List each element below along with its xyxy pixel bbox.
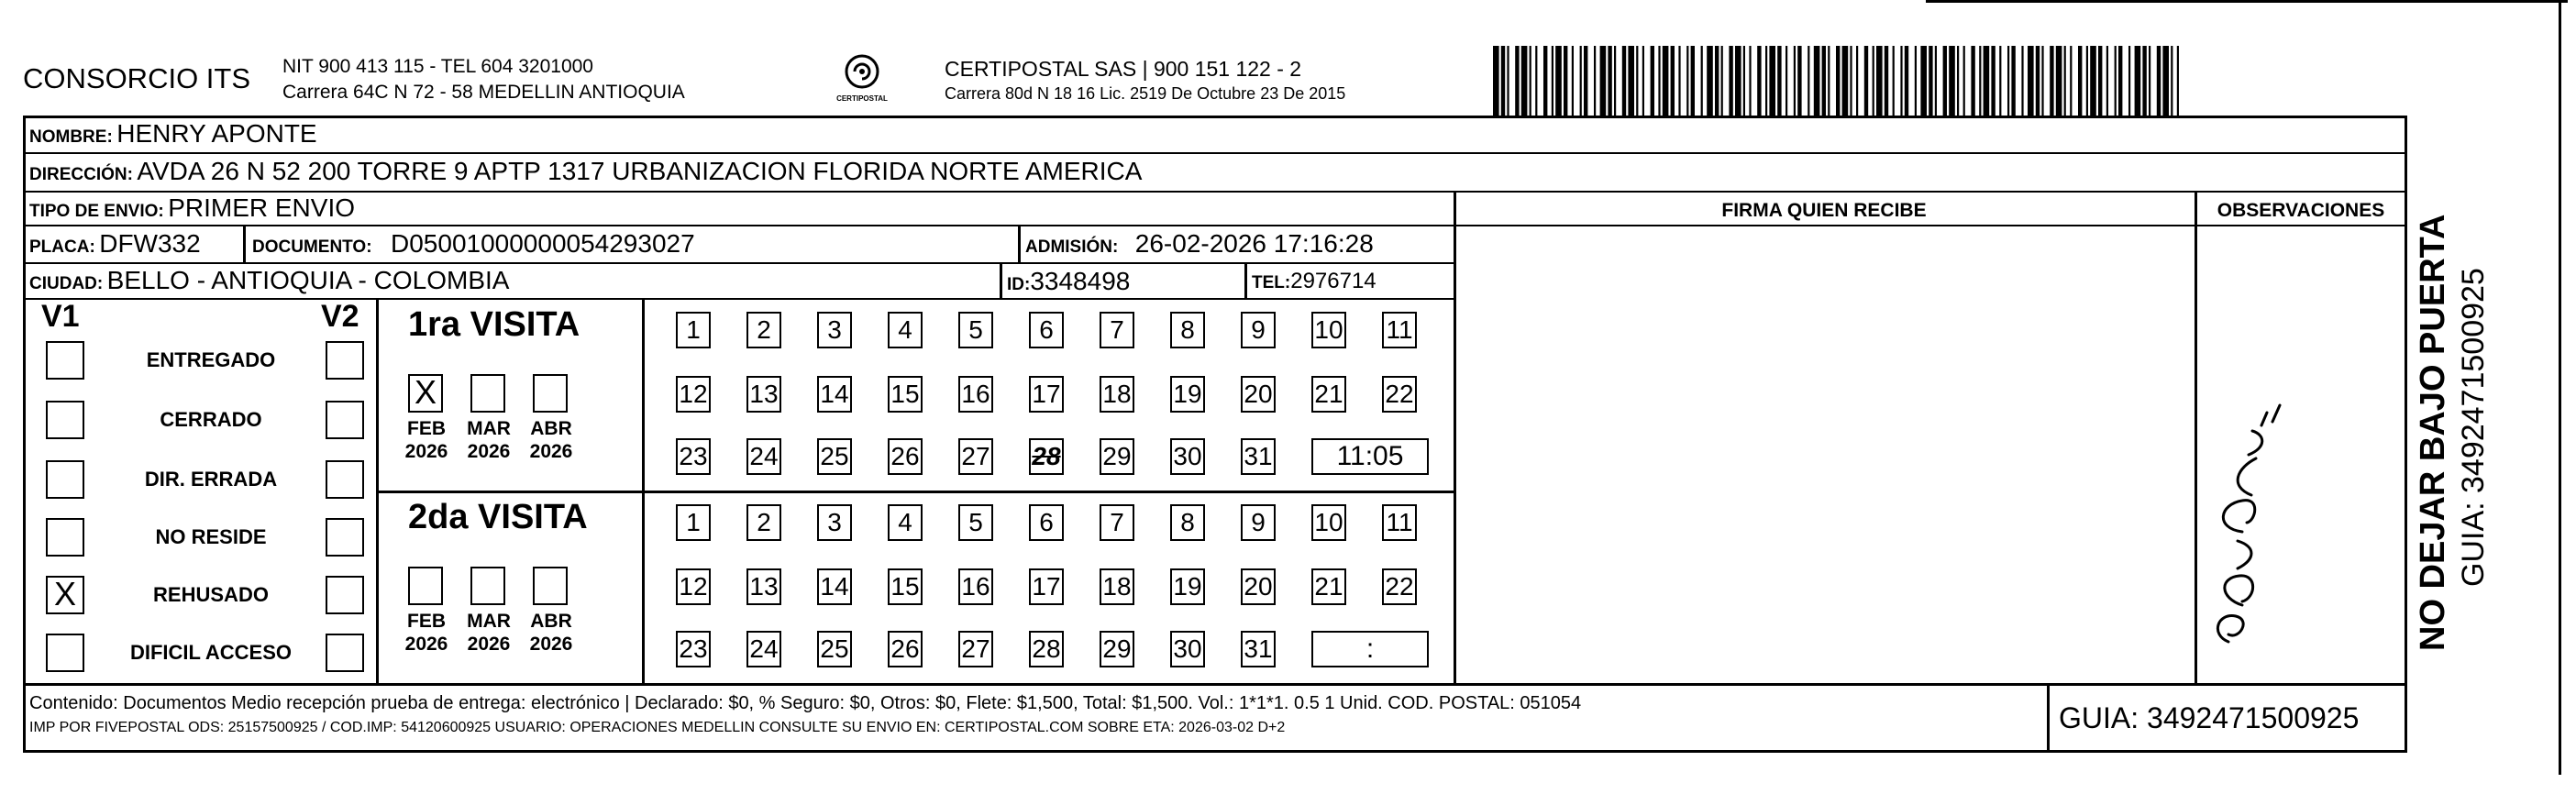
barcode [1493, 46, 2179, 116]
direccion-row: DIRECCIÓN: AVDA 26 N 52 200 TORRE 9 APTP 1317 URBANIZACION FLORIDA NORTE AMERICA [29, 157, 1143, 185]
day-box[interactable]: 20 [1241, 568, 1276, 605]
day-box[interactable]: 18 [1100, 376, 1134, 413]
nombre-row: NOMBRE: HENRY APONTE [29, 119, 317, 148]
day-box[interactable]: 8 [1170, 504, 1205, 541]
placa-cell: PLACA: DFW332 [29, 229, 201, 258]
direccion-value: AVDA 26 N 52 200 TORRE 9 APTP 1317 URBANIZACION FLORIDA NORTE AMERICA [137, 157, 1143, 185]
day-box[interactable]: 16 [958, 568, 993, 605]
day-box[interactable]: 17 [1029, 568, 1064, 605]
footer-imp: IMP POR FIVEPOSTAL ODS: 25157500925 / COD.IMP: 54120600925 USUARIO: OPERACIONES MEDELLIN CONSULTE SU ENVIO EN: CERTIPOSTAL.COM SOBRE ETA: 2026-03-02 D+2 [29, 720, 1286, 735]
day-box[interactable]: 9 [1241, 504, 1276, 541]
footer-guia: GUIA: 3492471500925 [2059, 701, 2360, 734]
day-box[interactable]: 29 [1100, 438, 1134, 475]
day-box[interactable]: 28 [1029, 631, 1064, 667]
status-label: REHUSADO [153, 583, 269, 606]
id-cell: ID:3348498 [1007, 267, 1131, 295]
month-checkbox[interactable] [533, 374, 568, 413]
logo-icon [844, 53, 880, 90]
v2-checkbox[interactable] [326, 518, 364, 557]
day-box[interactable]: 2 [746, 312, 781, 348]
day-box[interactable]: 12 [676, 568, 711, 605]
time-box[interactable]: : [1311, 631, 1429, 667]
admision-cell: ADMISIÓN: 26-02-2026 17:16:28 [1025, 229, 1374, 258]
v2-checkbox[interactable] [326, 576, 364, 614]
month-checkbox[interactable] [533, 567, 568, 605]
day-box[interactable]: 5 [958, 504, 993, 541]
right-border [2559, 0, 2561, 775]
side-warning: NO DEJAR BAJO PUERTA [2414, 214, 2452, 651]
day-box[interactable]: 18 [1100, 568, 1134, 605]
v2-checkbox[interactable] [326, 634, 364, 672]
box-bottom [23, 750, 2407, 753]
status-label: CERRADO [160, 408, 262, 431]
month-checkbox[interactable] [470, 374, 505, 413]
day-box[interactable]: 19 [1170, 568, 1205, 605]
company-name: CONSORCIO ITS [23, 62, 251, 94]
v1-checkbox[interactable] [46, 634, 84, 672]
footer-contenido: Contenido: Documentos Medio recepción prueba de entrega: electrónico | Declarado: $0, % Seguro: $0, Otros: $0, Flete: $1,500, Total: $1,500. Vol.: 1*1*1. 0.5 1 Unid. COD. POSTAL: 051054 [29, 693, 1582, 713]
firma-label: FIRMA QUIEN RECIBE [1721, 200, 1927, 221]
carrier-license: Carrera 80d N 18 16 Lic. 2519 De Octubre 23 De 2015 [945, 84, 1346, 103]
tel-cell: TEL:2976714 [1252, 269, 1376, 293]
day-box[interactable]: 23 [676, 631, 711, 667]
day-box[interactable]: 15 [888, 568, 923, 605]
day-box[interactable]: 4 [888, 504, 923, 541]
handwritten-signature [2201, 394, 2302, 660]
month-label: FEB 2026 [404, 418, 448, 462]
nombre-value: HENRY APONTE [116, 119, 317, 148]
month-label: MAR 2026 [467, 611, 511, 655]
month-label: MAR 2026 [467, 418, 511, 462]
day-box[interactable]: 12 [676, 376, 711, 413]
day-box[interactable]: 31 [1241, 438, 1276, 475]
v1-checkbox[interactable] [46, 518, 84, 557]
day-box[interactable]: 13 [746, 568, 781, 605]
time-box[interactable]: 11:05 [1311, 438, 1429, 475]
box-left [23, 116, 26, 752]
month-checkbox[interactable] [408, 567, 443, 605]
visit-title: 1ra VISITA [408, 305, 580, 344]
day-box[interactable]: 10 [1311, 312, 1346, 348]
day-box[interactable]: 19 [1170, 376, 1205, 413]
day-box[interactable]: 14 [817, 376, 852, 413]
company-nit: NIT 900 413 115 - TEL 604 3201000 [282, 56, 593, 77]
day-box[interactable]: 13 [746, 376, 781, 413]
day-box[interactable]: 30 [1170, 438, 1205, 475]
v1-checkbox[interactable]: X [46, 576, 84, 614]
day-box[interactable]: 9 [1241, 312, 1276, 348]
day-box[interactable]: 1 [676, 504, 711, 541]
day-box[interactable]: 11 [1382, 504, 1417, 541]
day-box[interactable]: 6 [1029, 504, 1064, 541]
box-top [23, 116, 2407, 118]
day-box[interactable]: 21 [1311, 568, 1346, 605]
box-right [2405, 116, 2407, 752]
day-box[interactable]: 22 [1382, 376, 1417, 413]
day-box[interactable]: 3 [817, 312, 852, 348]
month-label: ABR 2026 [529, 418, 573, 462]
day-box[interactable]: 23 [676, 438, 711, 475]
v1-checkbox[interactable] [46, 341, 84, 380]
ciudad-cell: CIUDAD: BELLO - ANTIOQUIA - COLOMBIA [29, 266, 510, 294]
v2-header: V2 [321, 299, 359, 334]
day-box[interactable]: 3 [817, 504, 852, 541]
day-box[interactable]: 26 [888, 438, 923, 475]
observaciones-label: OBSERVACIONES [2217, 200, 2385, 221]
v1-checkbox[interactable] [46, 401, 84, 439]
day-box[interactable]: 27 [958, 631, 993, 667]
month-label: FEB 2026 [404, 611, 448, 655]
side-guia: GUIA: 3492471500925 [2456, 268, 2491, 587]
status-label: DIFICIL ACCESO [129, 641, 292, 664]
day-box[interactable]: 6 [1029, 312, 1064, 348]
day-box[interactable]: 1 [676, 312, 711, 348]
carrier-name: CERTIPOSTAL SAS | 900 151 122 - 2 [945, 57, 1302, 81]
day-box[interactable]: 24 [746, 631, 781, 667]
month-checkbox[interactable]: X [408, 374, 443, 413]
day-box[interactable]: 25 [817, 631, 852, 667]
day-box[interactable]: 26 [888, 631, 923, 667]
tipo-row: TIPO DE ENVIO: PRIMER ENVIO [29, 193, 356, 222]
visit-title: 2da VISITA [408, 498, 588, 536]
day-box[interactable]: 10 [1311, 504, 1346, 541]
day-box[interactable]: 15 [888, 376, 923, 413]
month-label: ABR 2026 [529, 611, 573, 655]
tipo-value: PRIMER ENVIO [168, 193, 356, 222]
day-box[interactable]: 14 [817, 568, 852, 605]
v1-header: V1 [41, 299, 80, 334]
day-box[interactable]: 11 [1382, 312, 1417, 348]
day-box[interactable]: 7 [1100, 312, 1134, 348]
documento-cell: DOCUMENTO: D05001000000054293027 [252, 229, 695, 258]
certipostal-logo: CERTIPOSTAL [830, 53, 894, 108]
v2-checkbox[interactable] [326, 460, 364, 499]
day-box[interactable]: 22 [1382, 568, 1417, 605]
status-label: ENTREGADO [146, 348, 276, 371]
day-box[interactable]: 30 [1170, 631, 1205, 667]
day-box[interactable]: 29 [1100, 631, 1134, 667]
day-box[interactable]: 21 [1311, 376, 1346, 413]
day-box[interactable]: 17 [1029, 376, 1064, 413]
day-box[interactable]: 31 [1241, 631, 1276, 667]
day-box[interactable]: 7 [1100, 504, 1134, 541]
day-box[interactable]: 16 [958, 376, 993, 413]
company-address: Carrera 64C N 72 - 58 MEDELLIN ANTIOQUIA [282, 82, 685, 103]
day-box[interactable]: 4 [888, 312, 923, 348]
day-box[interactable]: 27 [958, 438, 993, 475]
day-box[interactable]: 5 [958, 312, 993, 348]
day-box[interactable]: 25 [817, 438, 852, 475]
day-box[interactable]: 8 [1170, 312, 1205, 348]
day-box[interactable]: 28 [1029, 438, 1064, 475]
day-box[interactable]: 2 [746, 504, 781, 541]
v2-checkbox[interactable] [326, 341, 364, 380]
day-box[interactable]: 24 [746, 438, 781, 475]
status-label: NO RESIDE [155, 525, 267, 548]
v1-checkbox[interactable] [46, 460, 84, 499]
v2-checkbox[interactable] [326, 401, 364, 439]
status-label: DIR. ERRADA [144, 468, 278, 491]
day-box[interactable]: 20 [1241, 376, 1276, 413]
top-border [1926, 0, 2568, 3]
month-checkbox[interactable] [470, 567, 505, 605]
